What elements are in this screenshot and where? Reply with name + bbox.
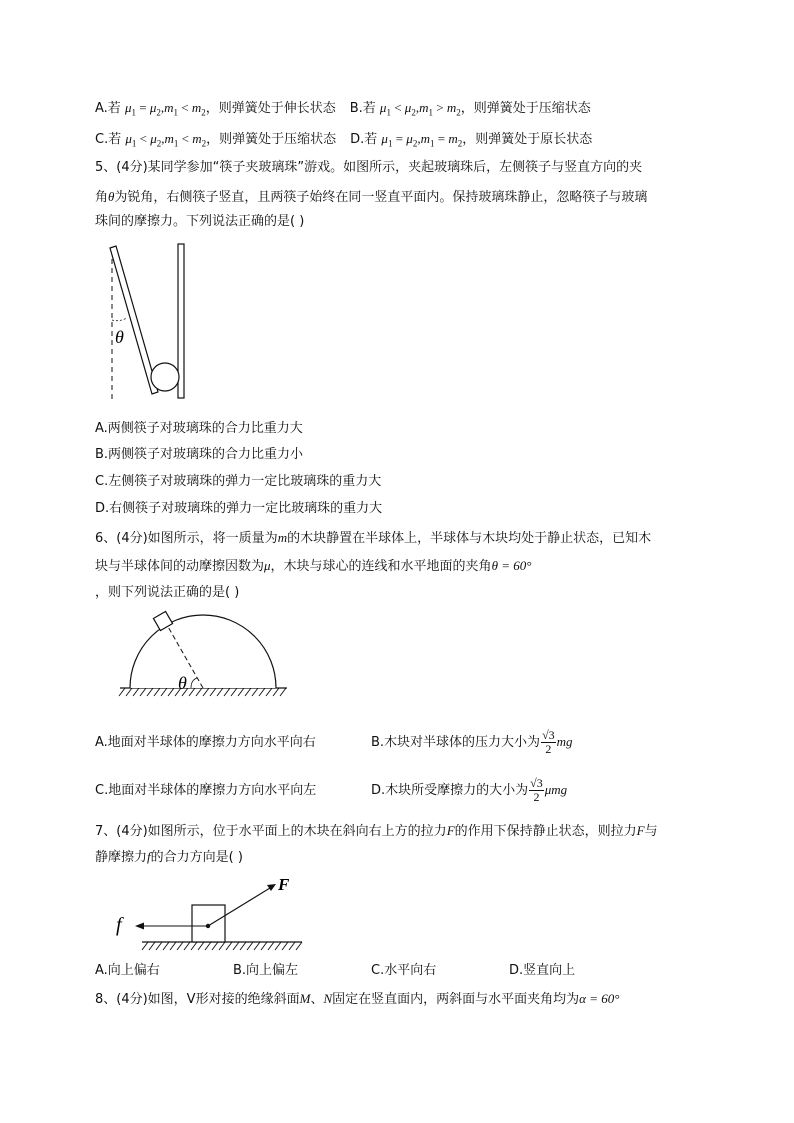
- wooden-block: [192, 905, 225, 942]
- hemisphere-outline: [130, 615, 276, 688]
- q4-option-d: D.若 $\mu_1 = \mu_2,m_1 = m_2$，则弹簧处于原长状态: [350, 131, 593, 149]
- q7-option-a: A.向上偏右: [95, 963, 160, 978]
- friction-label: f: [116, 914, 122, 936]
- theta-label: θ: [178, 673, 187, 693]
- q6-options-row-1: [95, 728, 573, 756]
- left-chopstick: [110, 246, 158, 394]
- angle-arc: [112, 318, 127, 321]
- q5-stem-line-1: 5、(4分)某同学参加“筷子夹玻璃珠”游戏。如图所示，夹起玻璃珠后，左侧筷子与竖直方向的夹: [95, 160, 643, 175]
- q6-stem-line-1: 6、(4分)如图所示，将一质量为m的木块静置在半球体上，半球体与木块均处于静止状态，已知木: [95, 530, 652, 546]
- q6-stem-line-2: 块与半球体间的动摩擦因数为μ，木块与球心的连线和水平地面的夹角θ = 60°: [95, 558, 532, 574]
- q4-option-a: A.若 $\mu_1 = \mu_2,m_1 < m_2$，则弹簧处于伸长状态: [95, 100, 336, 118]
- q5-stem-line-3: 珠间的摩擦力。下列说法正确的是( ): [95, 214, 305, 229]
- q5-option-a: A.两侧筷子对玻璃珠的合力比重力大: [95, 421, 303, 436]
- q6-options-row-2: [95, 776, 568, 804]
- q6-stem-line-3: ，则下列说法正确的是( ): [95, 585, 240, 600]
- friction-arrowhead: [135, 923, 144, 930]
- q5-chopsticks-figure: [100, 240, 200, 410]
- q7-stem-line-1: 7、(4分)如图所示，位于水平面上的木块在斜向右上方的拉力F的作用下保持静止状态，则拉力F与: [95, 823, 658, 839]
- q5-option-b: B.两侧筷子对玻璃珠的合力比重力小: [95, 447, 304, 462]
- glass-bead: [151, 363, 179, 391]
- q4-option-c: C.若 $\mu_1 < \mu_2,m_1 < m_2$，则弹簧处于压缩状态: [95, 131, 337, 149]
- force-origin-dot: [206, 924, 210, 928]
- q7-force-figure: [110, 875, 310, 955]
- q7-option-c: C.水平向右: [371, 963, 437, 978]
- q4-option-b: B.若 $\mu_1 < \mu_2,m_1 > m_2$，则弹簧处于压缩状态: [349, 100, 591, 118]
- q5-option-c: C.左侧筷子对玻璃珠的弹力一定比玻璃珠的重力大: [95, 474, 382, 489]
- force-label: F: [278, 875, 290, 894]
- q4-options-row-1: [95, 100, 591, 121]
- theta-label: θ: [115, 327, 124, 347]
- q7-option-d: D.竖直向上: [509, 963, 576, 978]
- q6-option-b: B.木块对半球体的压力大小为 $\frac{√3}{2}$ mg: [371, 728, 573, 756]
- q6-option-c: C.地面对半球体的摩擦力方向水平向左: [95, 783, 317, 798]
- ground-hatching: [142, 942, 302, 950]
- q8-stem-line-1: 8、(4分)如图，V形对接的绝缘斜面M、N固定在竖直面内，两斜面与水平面夹角均为α = 60°: [95, 991, 620, 1007]
- q6-option-d: D.木块所受摩擦力的大小为 $\frac{√3}{2}$ μmg: [371, 776, 568, 804]
- q7-options-row: [95, 963, 575, 979]
- sqrt3-over-2-fraction: $\frac{√3}{2}$: [542, 728, 555, 756]
- q7-option-b: B.向上偏左: [233, 963, 299, 978]
- q6-option-a: A.地面对半球体的摩擦力方向水平向右: [95, 735, 316, 750]
- q5-stem-line-2: 角θ为锐角，右侧筷子竖直，且两筷子始终在同一竖直平面内。保持玻璃珠静止，忽略筷子与玻璃: [95, 189, 648, 205]
- pull-force-arrowhead: [267, 884, 276, 891]
- q5-option-d: D.右侧筷子对玻璃珠的弹力一定比玻璃珠的重力大: [95, 501, 383, 516]
- ground-hatching: [119, 688, 286, 696]
- q4-options-row-2: [95, 131, 592, 152]
- q7-stem-line-2: 静摩擦力f的合力方向是( ): [95, 849, 243, 865]
- q6-hemisphere-figure: [115, 610, 295, 705]
- sqrt3-over-2-fraction: $\frac{√3}{2}$: [530, 776, 543, 804]
